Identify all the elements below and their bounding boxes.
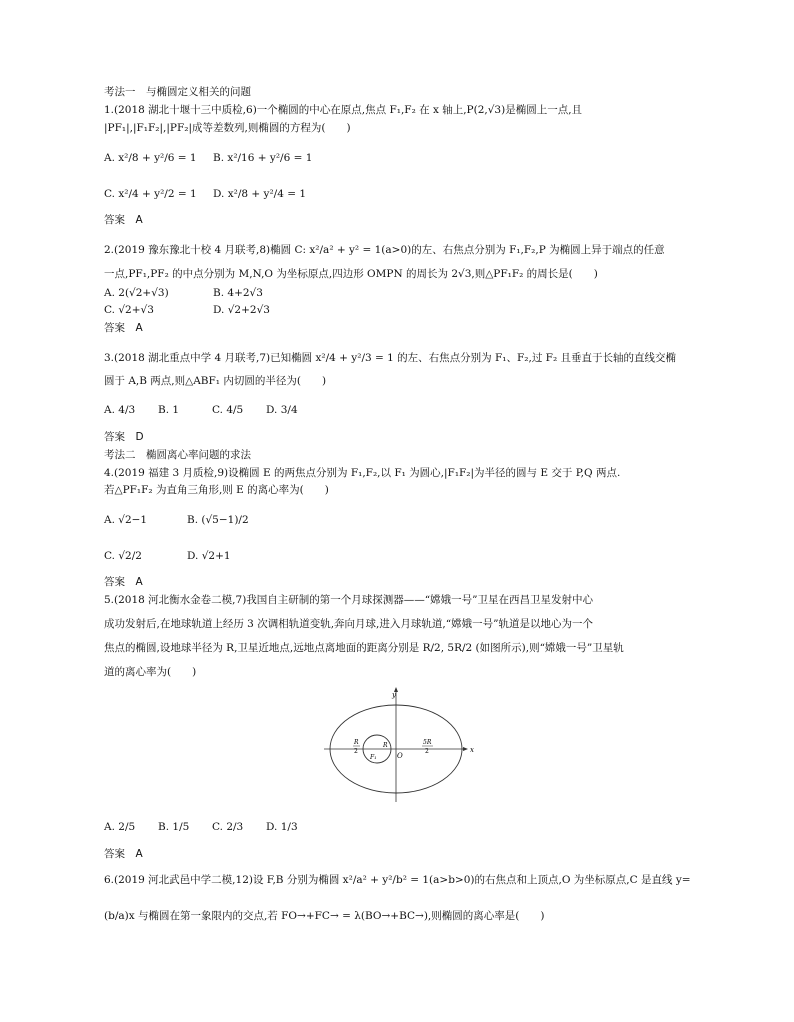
orbit-figure bbox=[320, 680, 480, 806]
q1-line2: |PF₁|,|F₁F₂|,|PF₂|成等差数列,则椭圆的方程为( ) bbox=[104, 122, 351, 134]
q1-option-b: B. x²/16 + y²/6 = 1 bbox=[213, 152, 313, 164]
far-distance-den: 2 bbox=[425, 748, 429, 755]
q6-line1: 6.(2019 河北武邑中学二模,12)设 F,B 分别为椭圆 x²/a² + y²/b² = 1(a>b>0)的右焦点和上顶点,O 为坐标原点,C 是直线 y= bbox=[104, 874, 691, 886]
q1-option-a: A. x²/8 + y²/6 = 1 bbox=[104, 152, 197, 164]
q5-line4: 道的离心率为( ) bbox=[104, 666, 197, 678]
y-axis-label: y bbox=[392, 691, 396, 699]
q6-line2: (b/a)x 与椭圆在第一象限内的交点,若 FO→+FC→ = λ(BO→+BC→),则椭圆的离心率是( ) bbox=[104, 910, 545, 922]
q1-option-c: C. x²/4 + y²/2 = 1 bbox=[104, 188, 197, 200]
section-title-2: 考法二 椭圆离心率问题的求法 bbox=[104, 449, 251, 461]
q5-option-a: A. 2/5 bbox=[104, 821, 136, 833]
q3-option-c: C. 4/5 bbox=[212, 404, 244, 416]
q5-answer: 答案 A bbox=[104, 848, 143, 860]
q4-answer: 答案 A bbox=[104, 576, 143, 588]
origin-label: O bbox=[397, 752, 403, 760]
q5-option-d: D. 1/3 bbox=[266, 821, 298, 833]
near-distance-den: 2 bbox=[354, 748, 358, 755]
q3-answer: 答案 D bbox=[104, 431, 144, 443]
q4-option-b: B. (√5−1)/2 bbox=[187, 514, 249, 526]
q2-line2: 一点,PF₁,PF₂ 的中点分别为 M,N,O 为坐标原点,四边形 OMPN 的周长为 2√3,则△PF₁F₂ 的周长是( ) bbox=[104, 268, 598, 280]
q4-option-c: C. √2/2 bbox=[104, 550, 142, 562]
q4-line1: 4.(2019 福建 3 月质检,9)设椭圆 E 的两焦点分别为 F₁,F₂,以 F₁ 为圆心,|F₁F₂|为半径的圆与 E 交于 P,Q 两点. bbox=[104, 467, 621, 479]
far-distance-num: 5R bbox=[423, 739, 432, 746]
q2-option-c: C. √2+√3 bbox=[104, 304, 154, 316]
q5-option-b: B. 1/5 bbox=[158, 821, 190, 833]
section-title-1: 考法一 与椭圆定义相关的问题 bbox=[104, 86, 251, 98]
earth-radius-label: R bbox=[383, 742, 388, 749]
q2-option-d: D. √2+2√3 bbox=[213, 304, 270, 316]
q3-line1: 3.(2018 湖北重点中学 4 月联考,7)已知椭圆 x²/4 + y²/3 = 1 的左、右焦点分别为 F₁、F₂,过 F₂ 且垂直于长轴的直线交椭 bbox=[104, 352, 676, 364]
q3-option-b: B. 1 bbox=[158, 404, 180, 416]
q1-line1: 1.(2018 湖北十堰十三中质检,6)一个椭圆的中心在原点,焦点 F₁,F₂ 在 x 轴上,P(2,√3)是椭圆上一点,且 bbox=[104, 104, 583, 116]
q5-line3: 焦点的椭圆,设地球半径为 R,卫星近地点,远地点离地面的距离分别是 R/2, 5R/2 (如图所示),则“嫦娥一号”卫星轨 bbox=[104, 642, 624, 654]
q2-option-a: A. 2(√2+√3) bbox=[104, 287, 169, 299]
q2-option-b: B. 4+2√3 bbox=[213, 287, 263, 299]
q3-line2: 圆于 A,B 两点,则△ABF₁ 内切圆的半径为( ) bbox=[104, 375, 327, 387]
q5-option-c: C. 2/3 bbox=[212, 821, 244, 833]
q1-option-d: D. x²/8 + y²/4 = 1 bbox=[213, 188, 307, 200]
focus-label: F₁ bbox=[370, 754, 377, 761]
q5-line1: 5.(2018 河北衡水金卷二模,7)我国自主研制的第一个月球探测器——“嫦娥一号”卫星在西昌卫星发射中心 bbox=[104, 594, 594, 606]
x-axis-label: x bbox=[470, 746, 474, 754]
q4-line2: 若△PF₁F₂ 为直角三角形,则 E 的离心率为( ) bbox=[104, 484, 329, 496]
q3-option-a: A. 4/3 bbox=[104, 404, 136, 416]
q4-option-a: A. √2−1 bbox=[104, 514, 148, 526]
q2-line1: 2.(2019 豫东豫北十校 4 月联考,8)椭圆 C: x²/a² + y² = 1(a>0)的左、右焦点分别为 F₁,F₂,P 为椭圆上异于端点的任意 bbox=[104, 244, 665, 256]
q2-answer: 答案 A bbox=[104, 322, 143, 334]
q4-option-d: D. √2+1 bbox=[187, 550, 231, 562]
x-axis-arrow bbox=[463, 747, 468, 751]
q1-answer: 答案 A bbox=[104, 214, 143, 226]
q3-option-d: D. 3/4 bbox=[266, 404, 298, 416]
q5-line2: 成功发射后,在地球轨道上经历 3 次调相轨道变轨,奔向月球,进入月球轨道,“嫦娥一号”轨道是以地心为一个 bbox=[104, 618, 593, 630]
near-distance-num: R bbox=[354, 739, 359, 746]
